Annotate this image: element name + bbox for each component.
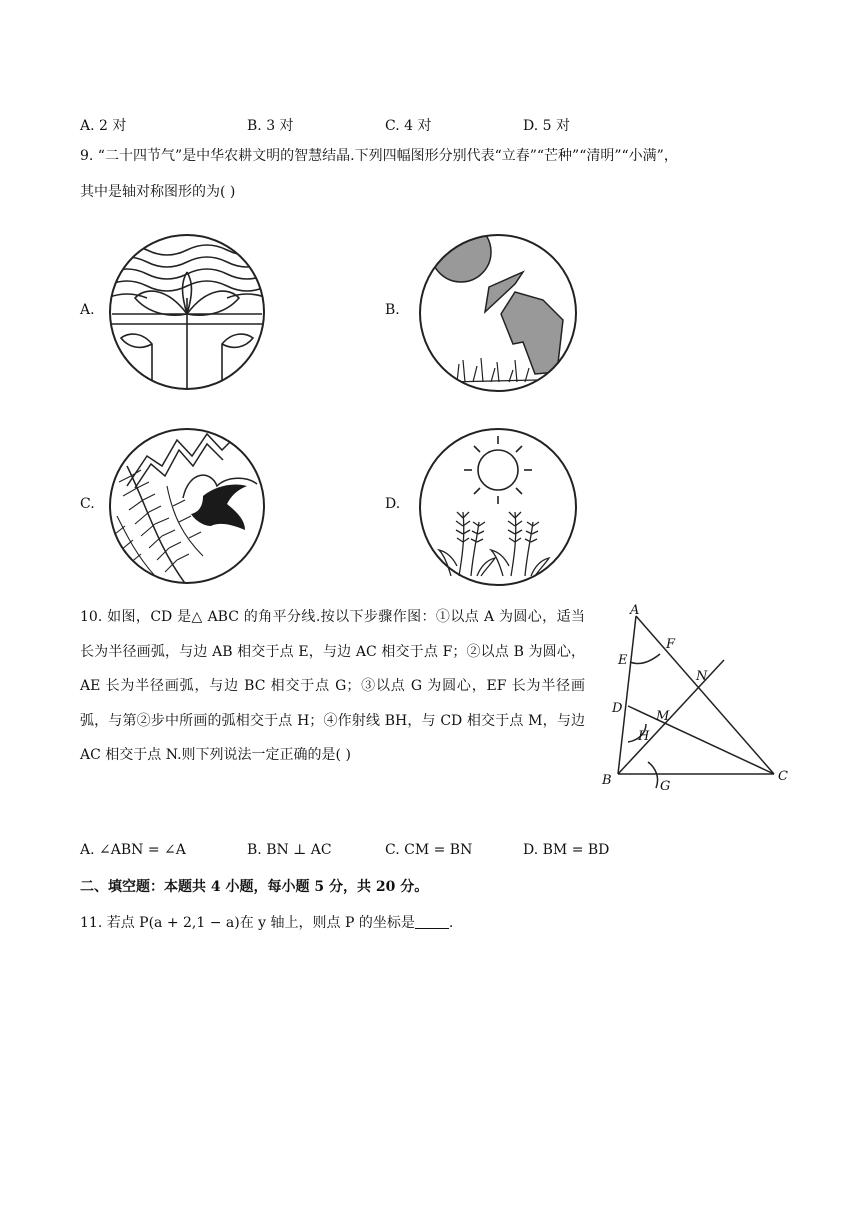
q9-label-d: D. — [385, 496, 401, 512]
q11-stem — [80, 912, 453, 932]
q10-stem: 10. 如图，CD 是△ ABC 的角平分线.按以下步骤作图：①以点 A 为圆心，适当长为半径画弧，与边 AB 相交于点 E，与边 AC 相交于点 F；②以点 B 为圆心，AE 长为半径画弧，与边 BC 相交于点 G；③以点 G 为圆心，EF 长为半径画弧，与第②步中所画的弧相交于点 H；④作射线 BH，与 CD 相交于点 M，与边 AC 相交于点 N.则下列说法一定正确的是( ) — [80, 609, 585, 763]
lichun-sprout-icon — [107, 232, 267, 392]
qingming-swallow-icon — [107, 426, 267, 586]
label-a: A — [630, 603, 640, 618]
arc-ef — [630, 654, 660, 664]
q10-option-a: A. ∠ABN = ∠A — [80, 842, 186, 858]
q11-answer-blank[interactable] — [415, 914, 449, 929]
q10-triangle-figure — [600, 600, 800, 800]
label-f: F — [666, 637, 676, 652]
q8-option-d: D. 5 对 — [523, 118, 570, 134]
xiaoman-sun-wheat-icon — [417, 426, 579, 588]
q8-option-a: A. 2 对 — [80, 118, 127, 134]
arc-g — [648, 762, 658, 788]
label-d: D — [612, 701, 623, 716]
label-b: B — [602, 773, 612, 788]
q10-option-b: B. BN ⊥ AC — [247, 842, 332, 858]
q11-suffix: . — [448, 915, 454, 931]
label-e: E — [618, 653, 628, 668]
label-n: N — [696, 669, 708, 684]
q9-label-a: A. — [80, 302, 95, 318]
q9-label-b: B. — [385, 302, 400, 318]
label-c: C — [778, 769, 788, 784]
q10-option-d: D. BM = BD — [523, 842, 610, 858]
label-h: H — [638, 729, 650, 744]
label-g: G — [660, 779, 671, 794]
q9-stem-line2: 其中是轴对称图形的为( ) — [80, 184, 236, 200]
q10-option-c: C. CM = BN — [385, 842, 473, 858]
side-ab — [618, 616, 636, 774]
q8-option-b: B. 3 对 — [247, 118, 294, 134]
section-heading-fill-in: 二、填空题：本题共 4 小题，每小题 5 分，共 20 分。 — [80, 879, 429, 895]
q9-label-c: C. — [80, 496, 95, 512]
q11-prefix: 11. 若点 P(a + 2,1 − a)在 y 轴上，则点 P 的坐标是 — [80, 915, 415, 931]
q8-option-c: C. 4 对 — [385, 118, 432, 134]
label-m: M — [656, 709, 670, 724]
mangzhong-icon — [417, 232, 579, 394]
ray-bh — [618, 660, 724, 774]
q9-stem-line1: 9. “二十四节气”是中华农耕文明的智慧结晶.下列四幅图形分别代表“立春”“芒种”“清明”“小满”， — [80, 148, 678, 164]
side-ac — [636, 616, 774, 774]
